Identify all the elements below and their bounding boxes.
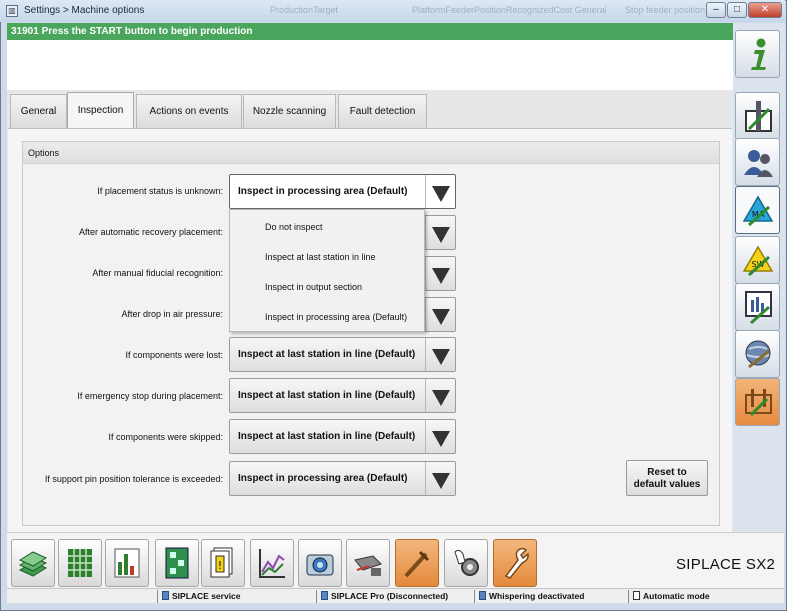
label-components-lost: If components were lost:: [125, 350, 223, 360]
dropdown-components-lost[interactable]: [229, 337, 456, 372]
gear-hand-icon: [451, 546, 481, 580]
tab-fault-detection[interactable]: Fault detection: [338, 94, 427, 128]
status-text: Whispering deactivated: [489, 591, 585, 601]
status-message: 31901 Press the START button to begin production: [7, 23, 733, 40]
tab-actions-on-events[interactable]: Actions on events: [136, 94, 242, 128]
dropdown-arrow-icon[interactable]: [425, 216, 455, 249]
toolbar-line-chart-button[interactable]: [250, 539, 294, 587]
globe-icon: [743, 337, 774, 371]
message-area: [7, 40, 733, 90]
status-text: SIPLACE Pro (Disconnected): [331, 591, 449, 601]
sidebar-tools-button[interactable]: [735, 378, 780, 426]
status-text: SIPLACE service: [172, 591, 241, 601]
whisper-icon: [479, 591, 486, 600]
svg-text:MA: MA: [751, 210, 765, 219]
connection-icon: [321, 591, 328, 600]
monitor-icon: [743, 290, 774, 324]
maximize-button[interactable]: □: [727, 2, 747, 18]
toolbar-wrench-button[interactable]: [493, 539, 537, 587]
reset-label-line2: default values: [633, 479, 701, 490]
info-icon: [743, 37, 774, 71]
dropdown-value: Inspect in processing area (Default): [238, 186, 408, 197]
toolbar-board-button[interactable]: [155, 539, 199, 587]
toolbar-grid-button[interactable]: [58, 539, 102, 587]
status-text: Automatic mode: [643, 591, 710, 601]
dropdown-arrow-icon[interactable]: [425, 462, 455, 495]
dropdown-components-skipped[interactable]: [229, 419, 456, 454]
status-whispering: [474, 590, 626, 603]
sidebar-sw-button[interactable]: [735, 236, 780, 284]
status-siplace-pro: [316, 590, 473, 603]
dropdown-arrow-icon[interactable]: [425, 298, 455, 331]
svg-text:SW: SW: [751, 260, 765, 269]
toolbar-camera-button[interactable]: [298, 539, 342, 587]
brand-label: SIPLACE SX2: [676, 556, 776, 573]
tools-icon: [743, 385, 774, 419]
label-automatic-recovery: After automatic recovery placement:: [78, 227, 223, 237]
tab-general[interactable]: General: [10, 94, 67, 128]
wrench-icon: [500, 546, 530, 580]
ma-warning-icon: [743, 193, 774, 227]
ghost-tab-1: ProductionTarget: [270, 5, 339, 15]
dropdown-popup-list: [229, 209, 425, 332]
toolbar-screwdriver-button[interactable]: [395, 539, 439, 587]
status-mode: [628, 590, 778, 603]
dropdown-emergency-stop[interactable]: [229, 378, 456, 413]
sidebar-monitor-button[interactable]: [735, 283, 780, 331]
window-title: Settings > Machine options: [24, 5, 145, 16]
money-icon: [18, 546, 48, 580]
sidebar-users-button[interactable]: [735, 138, 780, 186]
line-chart-icon: [257, 546, 287, 580]
dropdown-value: Inspect at last station in line (Default): [238, 390, 416, 401]
tab-inspection[interactable]: Inspection: [67, 92, 134, 130]
sw-warning-icon: [743, 243, 774, 277]
bar-chart-icon: [112, 546, 142, 580]
reset-defaults-button[interactable]: [626, 460, 708, 496]
grid-icon: [65, 546, 95, 580]
toolbar-money-button[interactable]: [11, 539, 55, 587]
dropdown-placement-status-unknown[interactable]: [229, 174, 456, 209]
ghost-tab-2: PlatformFeederPositionRecognizedCost General: [412, 5, 607, 15]
label-support-pin-tolerance: If support pin position tolerance is exceeded:: [44, 474, 223, 484]
svg-text:!: !: [217, 559, 223, 572]
option-output-section[interactable]: Inspect in output section: [265, 282, 363, 292]
dropdown-arrow-icon[interactable]: [425, 420, 455, 453]
dropdown-value: Inspect at last station in line (Default): [238, 431, 416, 442]
sidebar-ma-button[interactable]: [735, 186, 780, 234]
toolbar-bar-chart-button[interactable]: [105, 539, 149, 587]
toolbar-gear-hand-button[interactable]: [444, 539, 488, 587]
tab-nozzle-scanning[interactable]: Nozzle scanning: [243, 94, 336, 128]
feeder-icon: [353, 546, 383, 580]
minimize-button[interactable]: –: [706, 2, 726, 18]
service-icon: [162, 591, 169, 600]
dropdown-arrow-icon[interactable]: [425, 379, 455, 412]
dropdown-arrow-icon[interactable]: [425, 338, 455, 371]
reset-label-line1: Reset to: [647, 467, 687, 478]
option-do-not-inspect[interactable]: Do not inspect: [265, 222, 323, 232]
dropdown-value: Inspect in processing area (Default): [238, 473, 408, 484]
option-last-station[interactable]: Inspect at last station in line: [265, 252, 376, 262]
label-manual-fiducial: After manual fiducial recognition:: [92, 268, 223, 278]
app-icon: ▥: [6, 5, 18, 17]
dropdown-arrow-icon[interactable]: [425, 257, 455, 290]
board-icon: [162, 546, 192, 580]
options-header: Options: [23, 142, 719, 164]
ghost-tab-3: Stop feeder position: [625, 5, 706, 15]
users-icon: [743, 145, 774, 179]
dropdown-value: Inspect at last station in line (Default): [238, 349, 416, 360]
label-components-skipped: If components were skipped:: [108, 432, 223, 442]
camera-icon: [305, 546, 335, 580]
status-siplace-service: [157, 590, 314, 603]
label-drop-air-pressure: After drop in air pressure:: [121, 309, 223, 319]
dropdown-support-pin-tolerance[interactable]: [229, 461, 456, 496]
option-processing-area[interactable]: Inspect in processing area (Default): [265, 312, 408, 322]
label-placement-status-unknown: If placement status is unknown:: [97, 186, 223, 196]
sidebar-info-button[interactable]: [735, 30, 780, 78]
toolbar-feeder-button[interactable]: [346, 539, 390, 587]
documents-warning-icon: [208, 546, 238, 580]
dropdown-arrow-icon[interactable]: [425, 175, 455, 208]
sidebar-machine-config-button[interactable]: [735, 92, 780, 140]
sidebar-globe-button[interactable]: [735, 330, 780, 378]
label-emergency-stop: If emergency stop during placement:: [77, 391, 223, 401]
screwdriver-icon: [402, 546, 432, 580]
close-button[interactable]: ✕: [748, 2, 782, 18]
mode-icon: [633, 591, 640, 600]
title-bar: [0, 0, 785, 22]
toolbar-documents-button[interactable]: [201, 539, 245, 587]
machine-config-icon: [743, 99, 774, 133]
